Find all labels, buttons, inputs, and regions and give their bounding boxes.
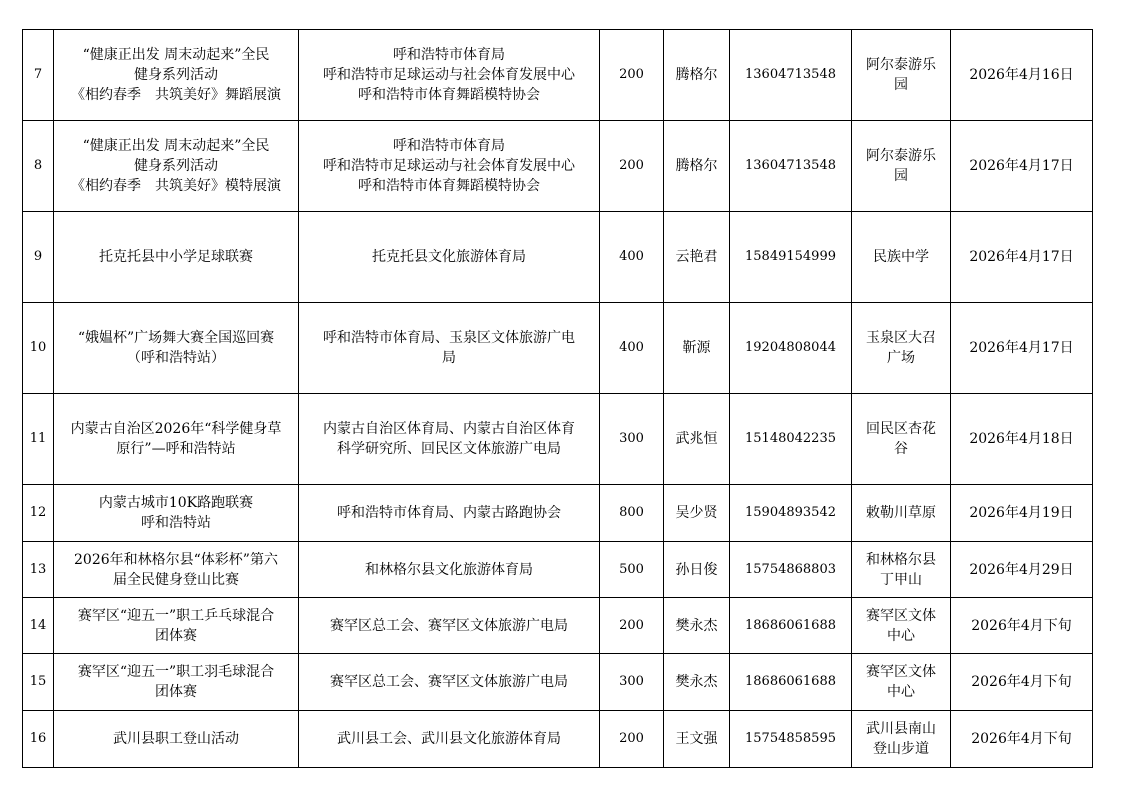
contact-cell: 樊永杰: [664, 654, 730, 711]
table-row: [23, 121, 1093, 212]
phone-cell: 13604713548: [730, 30, 852, 121]
row-number-cell: 15: [23, 654, 54, 711]
organizer-cell: 呼和浩特市体育局 呼和浩特市足球运动与社会体育发展中心 呼和浩特市体育舞蹈模特协会: [299, 30, 600, 121]
contact-cell: 腾格尔: [664, 121, 730, 212]
event-name-cell: 武川县职工登山活动: [54, 711, 299, 768]
row-number-cell: 13: [23, 542, 54, 598]
contact-cell: 孙日俊: [664, 542, 730, 598]
venue-cell: 赛罕区文体 中心: [852, 598, 951, 654]
venue-cell: 阿尔泰游乐 园: [852, 30, 951, 121]
phone-cell: 15754868803: [730, 542, 852, 598]
event-name-cell: 托克托县中小学足球联赛: [54, 212, 299, 303]
event-name-cell: 赛罕区“迎五一”职工羽毛球混合 团体赛: [54, 654, 299, 711]
table-row: [23, 542, 1093, 598]
row-number-cell: 11: [23, 394, 54, 485]
venue-cell: 回民区杏花 谷: [852, 394, 951, 485]
venue-cell: 玉泉区大召 广场: [852, 303, 951, 394]
venue-cell: 敕勒川草原: [852, 485, 951, 542]
organizer-cell: 赛罕区总工会、赛罕区文体旅游广电局: [299, 654, 600, 711]
participants-cell: 200: [600, 711, 664, 768]
venue-cell: 民族中学: [852, 212, 951, 303]
phone-cell: 15754858595: [730, 711, 852, 768]
date-cell: 2026年4月17日: [951, 212, 1093, 303]
phone-cell: 19204808044: [730, 303, 852, 394]
date-cell: 2026年4月18日: [951, 394, 1093, 485]
date-cell: 2026年4月16日: [951, 30, 1093, 121]
table-row: [23, 654, 1093, 711]
row-number-cell: 9: [23, 212, 54, 303]
participants-cell: 200: [600, 30, 664, 121]
row-number-cell: 12: [23, 485, 54, 542]
phone-cell: 13604713548: [730, 121, 852, 212]
date-cell: 2026年4月下旬: [951, 598, 1093, 654]
phone-cell: 15148042235: [730, 394, 852, 485]
contact-cell: 吴少贤: [664, 485, 730, 542]
row-number-cell: 16: [23, 711, 54, 768]
date-cell: 2026年4月下旬: [951, 711, 1093, 768]
contact-cell: 腾格尔: [664, 30, 730, 121]
table-row: [23, 598, 1093, 654]
venue-cell: 和林格尔县 丁甲山: [852, 542, 951, 598]
venue-cell: 阿尔泰游乐 园: [852, 121, 951, 212]
participants-cell: 200: [600, 121, 664, 212]
event-name-cell: “健康正出发 周末动起来”全民 健身系列活动 《相约春季 共筑美好》模特展演: [54, 121, 299, 212]
organizer-cell: 托克托县文化旅游体育局: [299, 212, 600, 303]
event-name-cell: 赛罕区“迎五一”职工乒乓球混合 团体赛: [54, 598, 299, 654]
venue-cell: 武川县南山 登山步道: [852, 711, 951, 768]
event-name-cell: “健康正出发 周末动起来”全民 健身系列活动 《相约春季 共筑美好》舞蹈展演: [54, 30, 299, 121]
contact-cell: 云艳君: [664, 212, 730, 303]
organizer-cell: 内蒙古自治区体育局、内蒙古自治区体育 科学研究所、回民区文体旅游广电局: [299, 394, 600, 485]
event-name-cell: “娥媪杯”广场舞大赛全国巡回赛 （呼和浩特站）: [54, 303, 299, 394]
date-cell: 2026年4月17日: [951, 303, 1093, 394]
table-row: [23, 485, 1093, 542]
phone-cell: 18686061688: [730, 598, 852, 654]
row-number-cell: 10: [23, 303, 54, 394]
row-number-cell: 7: [23, 30, 54, 121]
organizer-cell: 呼和浩特市体育局 呼和浩特市足球运动与社会体育发展中心 呼和浩特市体育舞蹈模特协会: [299, 121, 600, 212]
table-row: [23, 303, 1093, 394]
participants-cell: 400: [600, 303, 664, 394]
table-body: [23, 30, 1093, 768]
organizer-cell: 呼和浩特市体育局、玉泉区文体旅游广电 局: [299, 303, 600, 394]
table-row: [23, 212, 1093, 303]
event-name-cell: 内蒙古自治区2026年“科学健身草 原行”—呼和浩特站: [54, 394, 299, 485]
row-number-cell: 14: [23, 598, 54, 654]
participants-cell: 400: [600, 212, 664, 303]
participants-cell: 500: [600, 542, 664, 598]
participants-cell: 200: [600, 598, 664, 654]
row-number-cell: 8: [23, 121, 54, 212]
contact-cell: 武兆恒: [664, 394, 730, 485]
table-row: [23, 711, 1093, 768]
contact-cell: 王文强: [664, 711, 730, 768]
event-schedule-table: [22, 29, 1093, 768]
event-name-cell: 内蒙古城市10K路跑联赛 呼和浩特站: [54, 485, 299, 542]
organizer-cell: 呼和浩特市体育局、内蒙古路跑协会: [299, 485, 600, 542]
contact-cell: 樊永杰: [664, 598, 730, 654]
organizer-cell: 武川县工会、武川县文化旅游体育局: [299, 711, 600, 768]
table-row: [23, 30, 1093, 121]
date-cell: 2026年4月29日: [951, 542, 1093, 598]
participants-cell: 300: [600, 394, 664, 485]
date-cell: 2026年4月下旬: [951, 654, 1093, 711]
organizer-cell: 赛罕区总工会、赛罕区文体旅游广电局: [299, 598, 600, 654]
participants-cell: 800: [600, 485, 664, 542]
phone-cell: 18686061688: [730, 654, 852, 711]
table-row: [23, 394, 1093, 485]
participants-cell: 300: [600, 654, 664, 711]
phone-cell: 15849154999: [730, 212, 852, 303]
date-cell: 2026年4月17日: [951, 121, 1093, 212]
event-name-cell: 2026年和林格尔县“体彩杯”第六 届全民健身登山比赛: [54, 542, 299, 598]
venue-cell: 赛罕区文体 中心: [852, 654, 951, 711]
contact-cell: 靳源: [664, 303, 730, 394]
phone-cell: 15904893542: [730, 485, 852, 542]
date-cell: 2026年4月19日: [951, 485, 1093, 542]
organizer-cell: 和林格尔县文化旅游体育局: [299, 542, 600, 598]
